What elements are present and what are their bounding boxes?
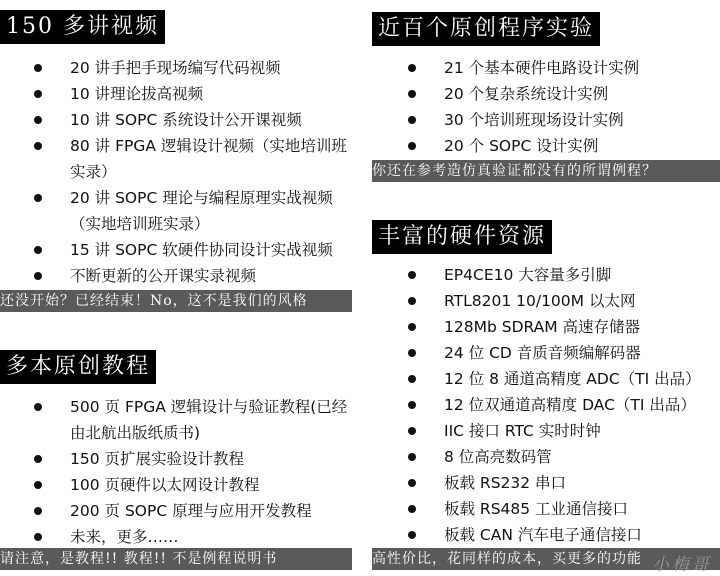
hardware-list bbox=[408, 262, 714, 548]
video-list bbox=[34, 55, 354, 289]
list-item: 500 页 FPGA 逻辑设计与验证教程(已经由北航出版纸质书) bbox=[34, 394, 354, 446]
bullet-icon bbox=[408, 142, 416, 150]
list-item: 80 讲 FPGA 逻辑设计视频（实地培训班实录） bbox=[34, 133, 354, 185]
experiments-banner: 你还在参考造仿真验证都没有的所谓例程？ bbox=[372, 160, 720, 182]
tutorial-banner: 请注意，是教程!! 教程!! 不是例程说明书 bbox=[0, 548, 352, 570]
list-item: 未来，更多…… bbox=[34, 524, 354, 550]
bullet-icon bbox=[408, 453, 416, 461]
list-item: 板载 RS232 串口 bbox=[408, 470, 714, 496]
bullet-icon bbox=[408, 297, 416, 305]
list-item: 10 讲 SOPC 系统设计公开课视频 bbox=[34, 107, 354, 133]
bullet-icon bbox=[408, 64, 416, 72]
video-section-title: 150 多讲视频 bbox=[0, 10, 165, 44]
tutorial-section bbox=[0, 340, 360, 576]
list-item: RTL8201 10/100M 以太网 bbox=[408, 288, 714, 314]
bullet-icon bbox=[34, 142, 42, 150]
bullet-icon bbox=[34, 455, 42, 463]
bullet-icon bbox=[408, 375, 416, 383]
list-item: 20 讲 SOPC 理论与编程原理实战视频（实地培训班实录） bbox=[34, 185, 354, 237]
bullet-icon bbox=[408, 116, 416, 124]
list-item: 15 讲 SOPC 软硬件协同设计实战视频 bbox=[34, 237, 354, 263]
list-item: 20 个 SOPC 设计实例 bbox=[408, 133, 714, 159]
bullet-icon bbox=[34, 272, 42, 280]
experiments-section-title: 近百个原创程序实验 bbox=[372, 12, 600, 46]
bullet-icon bbox=[34, 90, 42, 98]
bullet-icon bbox=[408, 505, 416, 513]
bullet-icon bbox=[408, 427, 416, 435]
hardware-section-title: 丰富的硬件资源 bbox=[372, 220, 552, 254]
bullet-icon bbox=[34, 116, 42, 124]
bullet-icon bbox=[408, 323, 416, 331]
watermark-logo: 小梅哥 bbox=[652, 555, 712, 575]
bullet-icon bbox=[408, 90, 416, 98]
list-item: 128Mb SDRAM 高速存储器 bbox=[408, 314, 714, 340]
hardware-banner: 高性价比，花同样的成本，买更多的功能 bbox=[372, 548, 720, 570]
list-item: 20 个复杂系统设计实例 bbox=[408, 81, 714, 107]
list-item: 30 个培训班现场设计实例 bbox=[408, 107, 714, 133]
list-item: 21 个基本硬件电路设计实例 bbox=[408, 55, 714, 81]
experiments-section bbox=[370, 0, 720, 190]
list-item: 100 页硬件以太网设计教程 bbox=[34, 472, 354, 498]
bullet-icon bbox=[34, 507, 42, 515]
list-item: 不断更新的公开课实录视频 bbox=[34, 263, 354, 289]
bullet-icon bbox=[408, 479, 416, 487]
bullet-icon bbox=[34, 481, 42, 489]
list-item: 8 位高亮数码管 bbox=[408, 444, 714, 470]
bullet-icon bbox=[408, 401, 416, 409]
list-item: 24 位 CD 音质音频编解码器 bbox=[408, 340, 714, 366]
list-item: 150 页扩展实验设计教程 bbox=[34, 446, 354, 472]
tutorial-section-title: 多本原创教程 bbox=[0, 350, 156, 384]
list-item: EP4CE10 大容量多引脚 bbox=[408, 262, 714, 288]
hardware-section bbox=[370, 210, 720, 576]
list-item: 20 讲手把手现场编写代码视频 bbox=[34, 55, 354, 81]
list-item: 10 讲理论拔高视频 bbox=[34, 81, 354, 107]
list-item: 板载 CAN 汽车电子通信接口 bbox=[408, 522, 714, 548]
list-item: 板载 RS485 工业通信接口 bbox=[408, 496, 714, 522]
list-item: IIC 接口 RTC 实时时钟 bbox=[408, 418, 714, 444]
video-banner: 还没开始？已经结束！No，这不是我们的风格 bbox=[0, 290, 352, 312]
tutorial-list bbox=[34, 394, 354, 550]
list-item: 12 位双通道高精度 DAC（TI 出品） bbox=[408, 392, 714, 418]
bullet-icon bbox=[34, 533, 42, 541]
bullet-icon bbox=[408, 349, 416, 357]
bullet-icon bbox=[408, 531, 416, 539]
experiments-list bbox=[408, 55, 714, 159]
bullet-icon bbox=[408, 271, 416, 279]
list-item: 12 位 8 通道高精度 ADC（TI 出品） bbox=[408, 366, 714, 392]
list-item: 200 页 SOPC 原理与应用开发教程 bbox=[34, 498, 354, 524]
bullet-icon bbox=[34, 64, 42, 72]
bullet-icon bbox=[34, 246, 42, 254]
bullet-icon bbox=[34, 194, 42, 202]
bullet-icon bbox=[34, 403, 42, 411]
video-section bbox=[0, 0, 360, 320]
